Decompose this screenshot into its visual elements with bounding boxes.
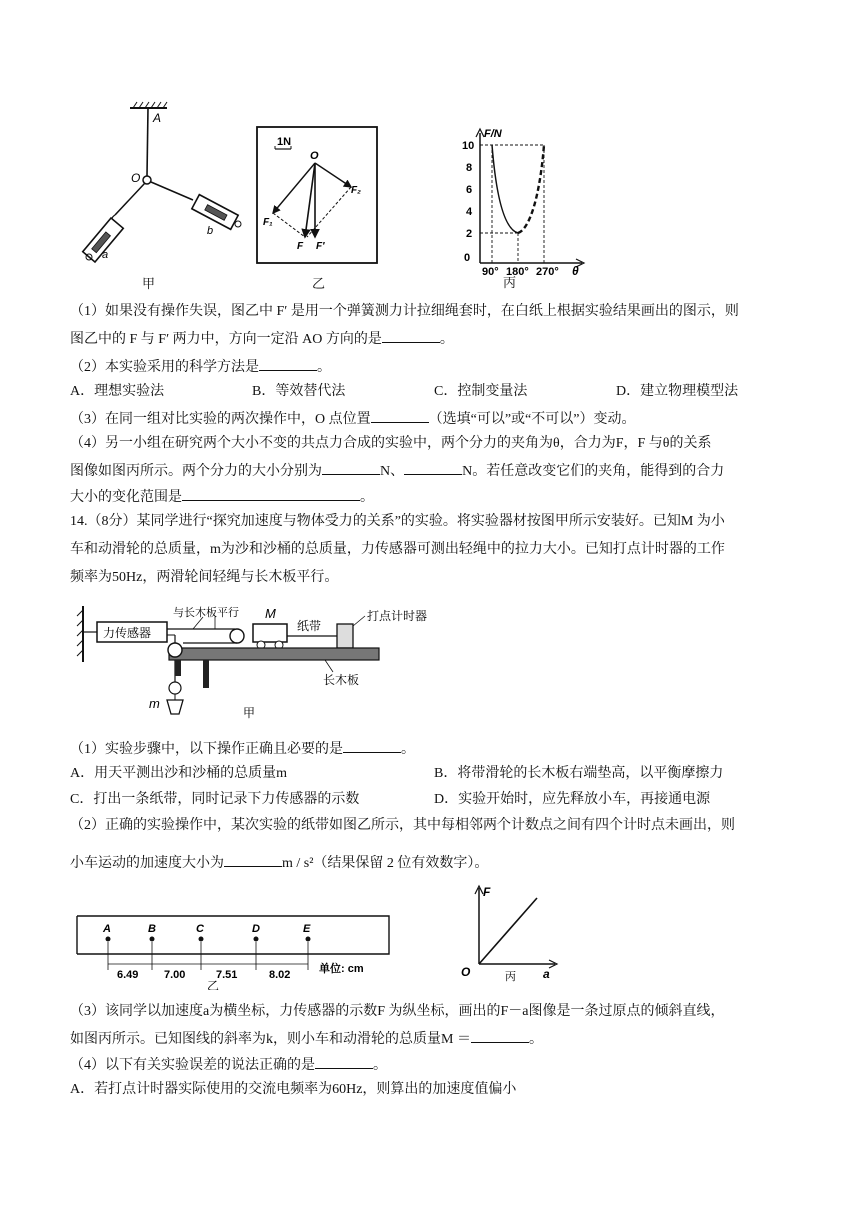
graph-origin: O <box>461 965 471 979</box>
label-m: m <box>149 696 160 711</box>
label-F: F <box>297 241 304 252</box>
tape-gap-2: 7.00 <box>164 969 186 981</box>
tape-point-B: B <box>148 923 156 935</box>
y-tick-2: 2 <box>466 228 473 240</box>
q14-p3-line2: 如图丙所示。已知图线的斜率为k，则小车和动滑轮的总质量M ＝ 。 <box>70 1028 800 1050</box>
q13-p2: （2）本实验采用的科学方法是 。 <box>70 356 800 378</box>
q14-option-d: D．实验开始时，应先释放小车，再接通电源 <box>434 792 711 807</box>
q14-intro-line2: 车和动滑轮的总质量，m为沙和沙桶的总质量，力传感器可测出轻绳中的拉力大小。已知打点计时器的工作 <box>70 542 725 557</box>
scale-label: 1N <box>277 136 292 148</box>
q13-p3: （3）在同一组对比实验的两次操作中，O 点位置 （选填“可以”或“不可以”）变动。 <box>70 408 800 430</box>
caption-yi-top: 乙 <box>312 277 326 292</box>
label-F1: F₁ <box>263 217 273 228</box>
answer-blank[interactable] <box>404 460 462 475</box>
figure-q14-jia <box>75 602 455 722</box>
label-Fprime: F′ <box>316 241 325 252</box>
q13-option-d: D．建立物理模型法 <box>616 384 739 399</box>
label-b: b <box>207 225 214 237</box>
q14-option-a: A．用天平测出沙和沙桶的总质量m <box>70 766 287 781</box>
y-tick-4: 4 <box>466 206 473 218</box>
board-label: 长木板 <box>323 673 360 687</box>
label-A: A <box>153 111 162 125</box>
label-a: a <box>102 249 109 261</box>
label-F2: F₂ <box>351 185 361 196</box>
y-tick-6: 6 <box>466 184 473 196</box>
bing-y-label: F/N <box>484 128 502 140</box>
y-tick-8: 8 <box>466 162 473 174</box>
q13-p1-line1: （1）如果没有操作失误，图乙中 F′ 是用一个弹簧测力计拉细绳套时，在白纸上根据实验结果画出的图示，则 <box>70 304 739 319</box>
q14-option-c: C．打出一条纸带，同时记录下力传感器的示数 <box>70 792 360 807</box>
q13-p1-line2: 图乙中的 F 与 F′ 两力中，方向一定沿 AO 方向的是 。 <box>70 328 800 350</box>
graph-x-label: a <box>543 967 550 981</box>
q14-p4-option-a: A．若打点计时器实际使用的交流电频率为60Hz，则算出的加速度值偏小 <box>70 1082 517 1097</box>
x-tick-180: 180° <box>506 266 529 275</box>
q13-p4-line1: （4）另一小组在研究两个大小不变的共点力合成的实验中，两个分力的夹角为θ，合力为F，F 与θ的关系 <box>70 436 712 451</box>
tape-unit: 单位: cm <box>319 963 364 975</box>
bing-x-label: θ <box>572 264 579 275</box>
figure-bing-top <box>440 125 600 275</box>
tape-point-A: A <box>103 923 111 935</box>
q14-p2-line2: 小车运动的加速度大小为 m / s²（结果保留 2 位有效数字）。 <box>70 852 800 874</box>
parallel-label: 与长木板平行 <box>173 607 239 619</box>
tape-point-C: C <box>196 923 204 935</box>
sensor-label: 力传感器 <box>103 626 152 640</box>
y-tick-10: 10 <box>462 140 475 152</box>
q14-p1: （1）实验步骤中，以下操作正确且必要的是 。 <box>70 738 800 760</box>
q14-p4: （4）以下有关实验误差的说法正确的是 。 <box>70 1054 800 1076</box>
caption-q14-jia: 甲 <box>243 706 256 720</box>
tape-gap-4: 8.02 <box>269 969 291 981</box>
answer-blank[interactable] <box>322 460 380 475</box>
q13-option-c: C．控制变量法 <box>434 384 528 399</box>
caption-jia-top: 甲 <box>142 277 156 292</box>
y-tick-0: 0 <box>464 252 471 264</box>
graph-y-label: F <box>483 885 491 899</box>
answer-blank[interactable] <box>343 738 401 753</box>
figure-q14-yi-tape <box>75 906 395 990</box>
answer-blank[interactable] <box>182 486 360 501</box>
tape-gap-1: 6.49 <box>117 969 139 981</box>
caption-q14-yi: 乙 <box>207 979 220 990</box>
answer-blank[interactable] <box>259 356 317 371</box>
tape-point-E: E <box>303 923 311 935</box>
q13-p4-line2: 图像如图丙所示。两个分力的大小分别为 N、 N。若任意改变它们的夹角，能得到的合力 <box>70 460 800 482</box>
q13-option-b: B．等效替代法 <box>252 384 346 399</box>
tape-point-D: D <box>252 923 260 935</box>
answer-blank[interactable] <box>371 408 429 423</box>
q14-p3-line1: （3）该同学以加速度a为横坐标，力传感器的示数F 为纵坐标，画出的F－a图像是一条过原点的倾斜直线， <box>70 1004 725 1019</box>
q14-option-b: B．将带滑轮的长木板右端垫高，以平衡摩擦力 <box>434 766 724 781</box>
tape-points <box>102 923 311 942</box>
tape-label: 纸带 <box>297 619 322 633</box>
figure-yi-top <box>255 125 380 265</box>
q14-p2-line1: （2）正确的实验操作中，某次实验的纸带如图乙所示，其中每相邻两个计数点之间有四个计时点未画出，则 <box>70 818 735 833</box>
q14-intro-line1: 14.（8分）某同学进行“探究加速度与物体受力的关系”的实验。将实验器材按图甲所示安装好。已知M 为小 <box>70 514 725 529</box>
answer-blank[interactable] <box>315 1054 373 1069</box>
label-M: M <box>265 606 276 621</box>
x-tick-90: 90° <box>482 266 499 275</box>
caption-q14-bing: 丙 <box>505 971 516 982</box>
figure-q14-bing-graph <box>455 882 565 982</box>
label-O: O <box>131 171 141 185</box>
x-tick-270: 270° <box>536 266 559 275</box>
q14-intro-line3: 频率为50Hz，两滑轮间轻绳与长木板平行。 <box>70 570 339 585</box>
yi-label-O: O <box>310 150 319 162</box>
tape-gap-3: 7.51 <box>216 969 238 981</box>
q13-p4-line3: 大小的变化范围是 。 <box>70 486 800 508</box>
q13-option-a: A．理想实验法 <box>70 384 165 399</box>
figure-jia-top <box>75 100 250 290</box>
caption-bing-top: 丙 <box>503 276 517 291</box>
answer-blank[interactable] <box>382 328 440 343</box>
timer-label: 打点计时器 <box>367 609 428 623</box>
answer-blank[interactable] <box>471 1028 529 1043</box>
answer-blank[interactable] <box>224 852 282 867</box>
